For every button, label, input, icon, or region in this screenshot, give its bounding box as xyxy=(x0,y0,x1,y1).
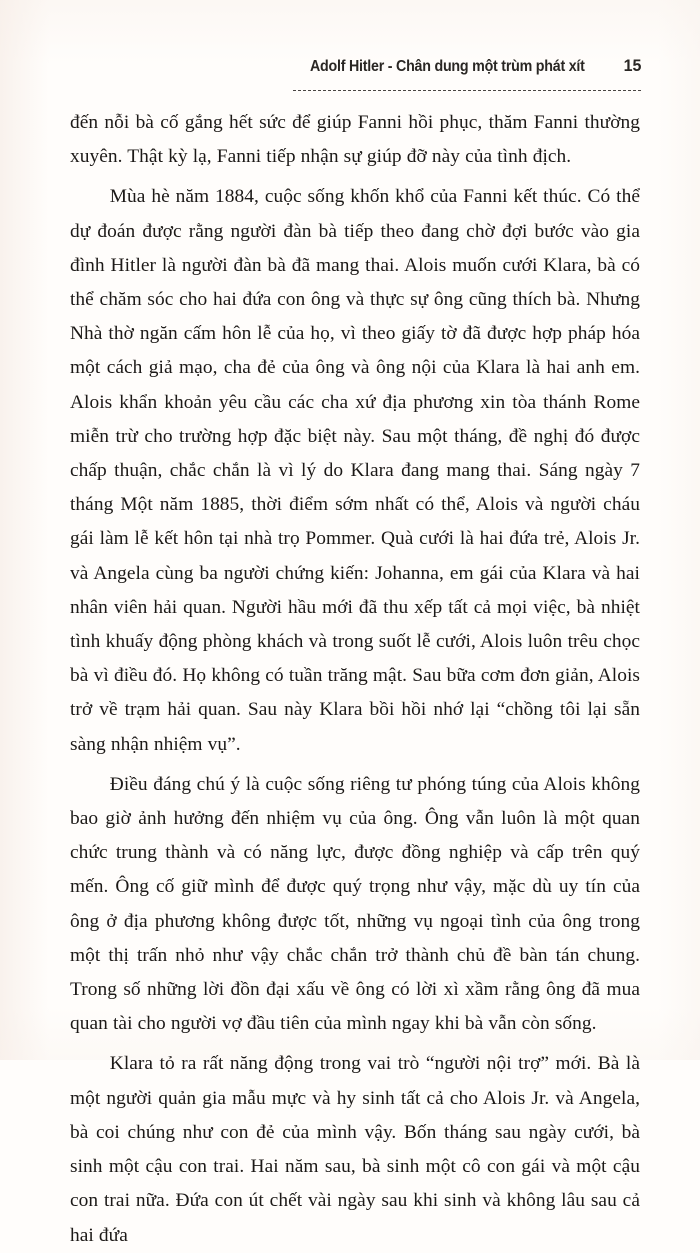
paragraph-1: đến nỗi bà cố gắng hết sức để giúp Fanni hồi phục, thăm Fanni thường xuyên. Thật kỳ lạ, Fanni tiếp nhận sự giúp đỡ này của tình địch. xyxy=(70,112,640,168)
running-header-title: Adolf Hitler - Chân dung một trùm phát xít xyxy=(310,58,586,75)
paragraph-4: Klara tỏ ra rất năng động trong vai trò “người nội trợ” mới. Bà là một người quản gia mẫu mực và hy sinh tất cả cho Alois Jr. và Angela, bà coi chúng như con đẻ của mình vậy. Bốn tháng sau ngày cưới, bà sinh một cậu con trai. Hai năm sau, bà sinh một cô con gái và một cậu con trai nữa. Đứa con út chết vài ngày sau khi sinh và không lâu sau cả hai đứa xyxy=(70,1053,640,1246)
paragraph-3: Điều đáng chú ý là cuộc sống riêng tư phóng túng của Alois không bao giờ ảnh hưởng đến nhiệm vụ của ông. Ông vẫn luôn là một quan chức trung thành và có năng lực, được đồng nghiệp và cấp trên quý mến. Ông cố giữ mình để được quý trọng như vậy, mặc dù uy tín của ông ở địa phương không được tốt, những vụ ngoại tình của ông trong một thị trấn nhỏ như vậy chắc chắn trở thành chủ đề bàn tán chung. Trong số những lời đồn đại xấu về ông có lời xì xầm rằng ông đã mua quan tài cho người vợ đầu tiên của mình ngay khi bà vẫn còn sống. xyxy=(70,773,640,1035)
running-header xyxy=(0,56,642,80)
paragraph-2: Mùa hè năm 1884, cuộc sống khốn khổ của Fanni kết thúc. Có thể dự đoán được rằng người đàn bà tiếp theo đang chờ đợi bước vào gia đình Hitler là người đàn bà đã mang thai. Alois muốn cưới Klara, bà có thể chăm sóc cho hai đứa con ông và thực sự ông cũng thích bà. Nhưng Nhà thờ ngăn cấm hôn lễ của họ, vì theo giấy tờ đã được hợp pháp hóa một cách giả mạo, cha đẻ của ông và ông nội của Klara là hai anh em. Alois khẩn khoản yêu cầu các cha xứ địa phương xin tòa thánh Rome miễn trừ cho trường hợp đặc biệt này. Sau một tháng, đề nghị đó được chấp thuận, chắc chắn là vì lý do Klara đang mang thai. Sáng ngày 7 tháng Một năm 1885, thời điểm sớm nhất có thể, Alois và người cháu gái làm lễ kết hôn tại nhà trọ Pommer. Quà cưới là hai đứa trẻ, Alois Jr. và Angela cùng ba người chứng kiến: Johanna, em gái của Klara và hai nhân viên hải quan. Người hầu mới đã thu xếp tất cả mọi việc, bà nhiệt tình khuấy động phòng khách và trong suốt lễ cưới, Alois luôn trêu chọc bà vì điều đó. Họ không có tuần trăng mật. Sau bữa cơm đơn giản, Alois trở về trạm hải quan. Sau này Klara bồi hồi nhớ lại “chồng tôi lại sẵn sàng nhận nhiệm vụ”. xyxy=(70,186,640,755)
header-divider-rule xyxy=(293,90,641,91)
page-number: 15 xyxy=(623,56,642,75)
body-text-column xyxy=(70,106,640,1253)
